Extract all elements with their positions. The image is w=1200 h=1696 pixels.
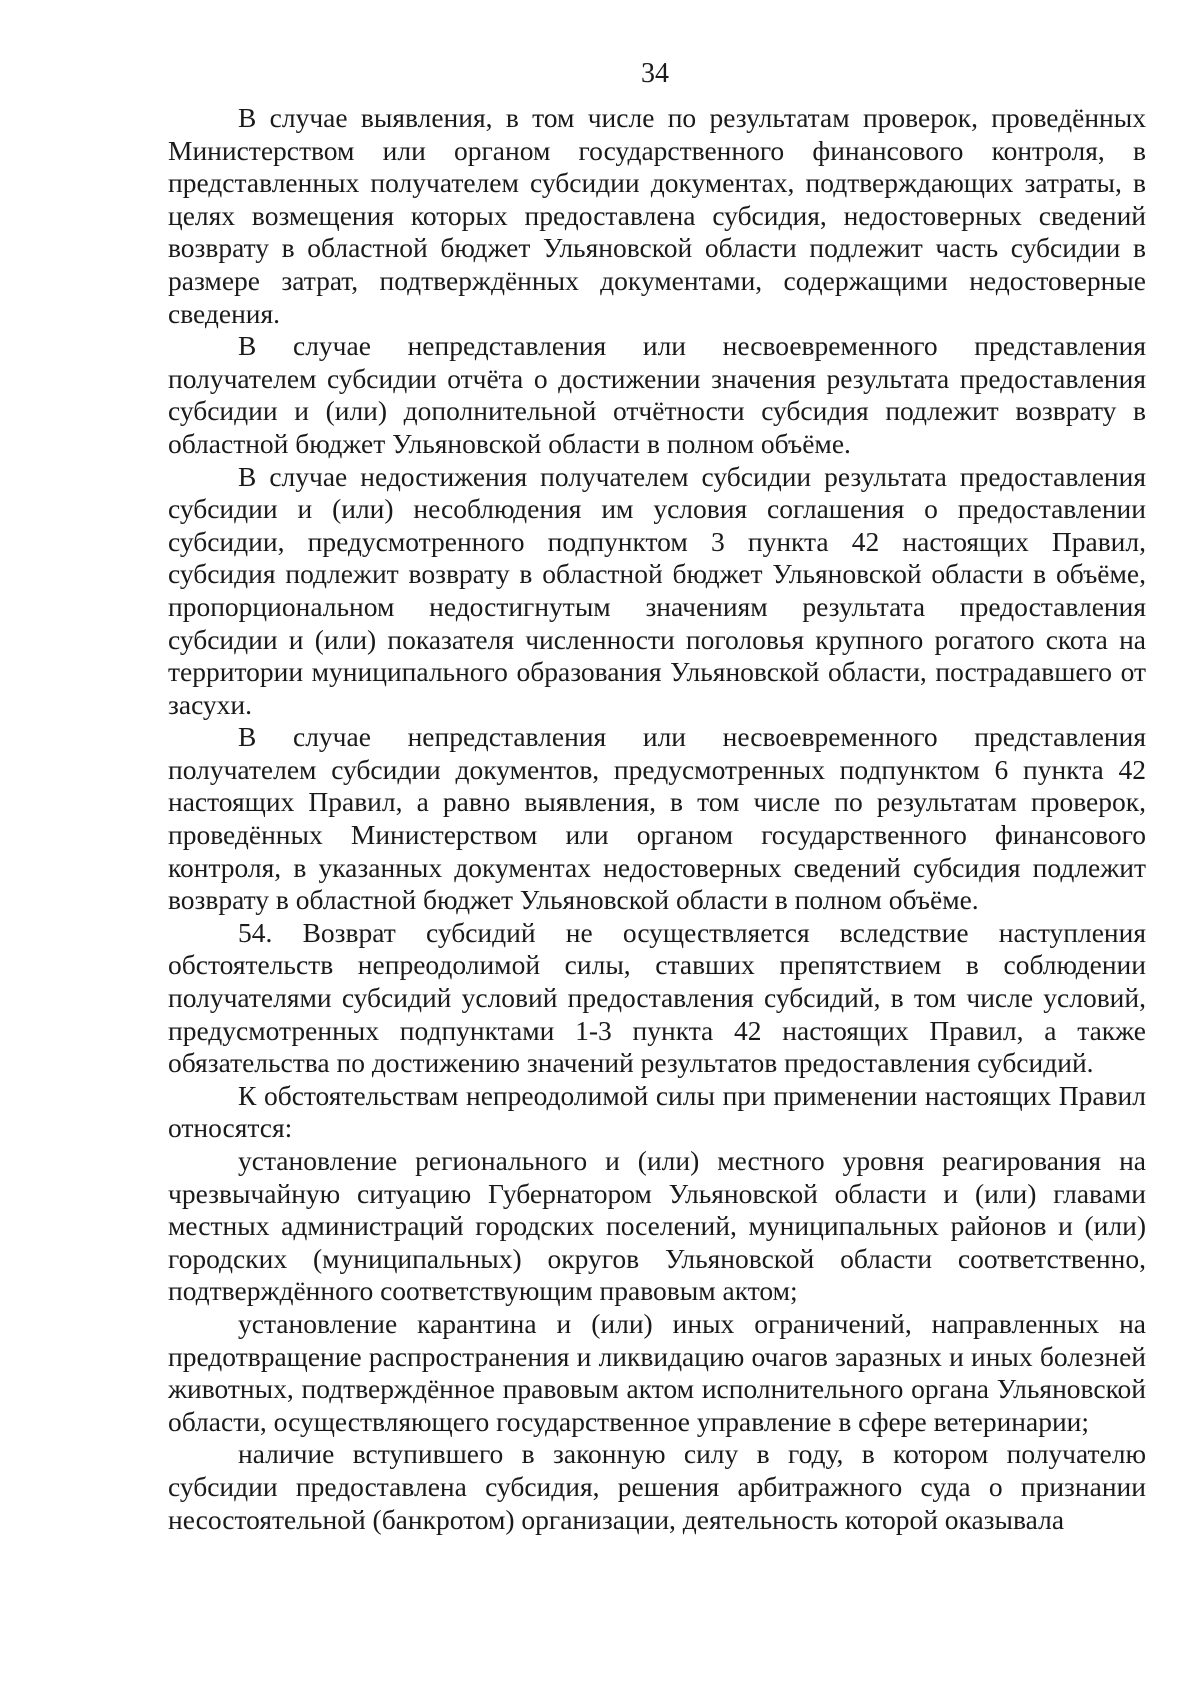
- paragraph-item-54: 54. Возврат субсидий не осуществляется вследствие наступления обстоятельств непреодолимой силы, ставших препятствием в соблюдении получателями субсидий условий предоставления субсидий, в том числе условий, предусмотренных подпунктами 1-3 пункта 42 настоящих Правил, а также обязательства по достижению значений результатов предоставления субсидий.: [168, 916, 1146, 1079]
- paragraph: В случае непредставления или несвоевременного представления получателем субсидии документов, предусмотренных подпунктом 6 пункта 42 настоящих Правил, а равно выявления, в том числе по результатам проверок, проведённых Министерством или органом государственного финансового контроля, в указанных документах недостоверных сведений субсидия подлежит возврату в областной бюджет Ульяновской области в полном объёме.: [168, 721, 1146, 916]
- paragraph: К обстоятельствам непреодолимой силы при применении настоящих Правил относятся:: [168, 1079, 1146, 1144]
- paragraph: В случае непредставления или несвоевременного представления получателем субсидии отчёта о достижении значения результата предоставления субсидии и (или) дополнительной отчётности субсидия подлежит возврату в областной бюджет Ульяновской области в полном объёме.: [168, 330, 1146, 459]
- paragraph: В случае недостижения получателем субсидии результата предоставления субсидии и (или) несоблюдения им условия соглашения о предоставлении субсидии, предусмотренного подпунктом 3 пункта 42 настоящих Правил, субсидия подлежит возврату в областной бюджет Ульяновской области в объёме, пропорциональном недостигнутым значениям результата предоставления субсидии и (или) показателя численности поголовья крупного рогатого скота на территории муниципального образования Ульяновской области, пострадавшего от засухи.: [168, 460, 1146, 720]
- page-number: 34: [641, 58, 669, 89]
- list-item: наличие вступившего в законную силу в году, в котором получателю субсидии предоставлена субсидия, решения арбитражного суда о признании несостоятельной (банкротом) организации, деятельность которой оказывала: [168, 1438, 1146, 1535]
- paragraph: В случае выявления, в том числе по результатам проверок, проведённых Министерством или органом государственного финансового контроля, в представленных получателем субсидии документах, подтверждающих затраты, в целях возмещения которых предоставлена субсидия, недостоверных сведений возврату в областной бюджет Ульяновской области подлежит часть субсидии в размере затрат, подтверждённых документами, содержащими недостоверные сведения.: [168, 102, 1146, 329]
- list-item: установление регионального и (или) местного уровня реагирования на чрезвычайную ситуацию Губернатором Ульяновской области и (или) главами местных администраций городских поселений, муниципальных районов и (или) городских (муниципальных) округов Ульяновской области соответственно, подтверждённого соответствующим правовым актом;: [168, 1145, 1146, 1307]
- list-item: установление карантина и (или) иных ограничений, направленных на предотвращение распространения и ликвидацию очагов заразных и иных болезней животных, подтверждённое правовым актом исполнительного органа Ульяновской области, осуществляющего государственное управление в сфере ветеринарии;: [168, 1307, 1146, 1437]
- document-body: [168, 102, 1146, 1536]
